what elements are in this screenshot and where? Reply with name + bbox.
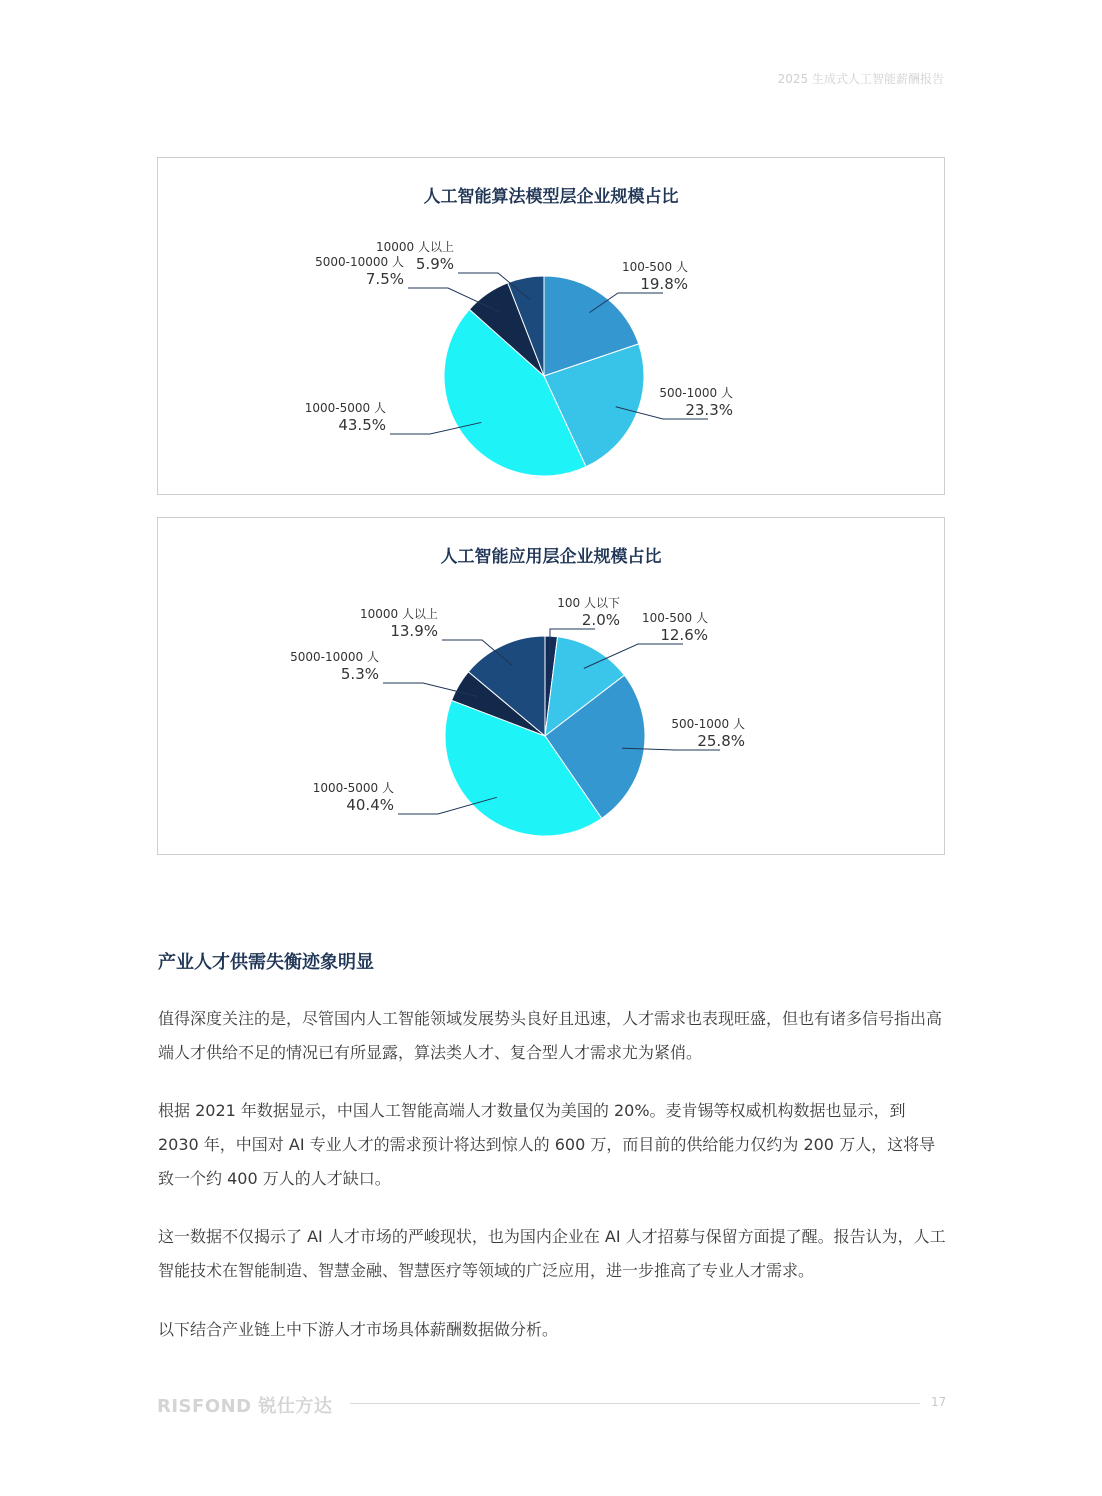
slice-value-label: 40.4% — [346, 796, 394, 814]
pie-chart-svg — [158, 158, 946, 496]
slice-value-label: 7.5% — [365, 270, 404, 288]
slice-label: 5000-10000 人 — [315, 255, 404, 269]
pie-chart-algorithm-layer — [157, 157, 945, 495]
page-number: 17 — [931, 1395, 947, 1409]
slice-label: 100-500 人 — [622, 260, 688, 274]
slice-label: 1000-5000 人 — [312, 781, 394, 795]
chart-title: 人工智能算法模型层企业规模占比 — [423, 187, 679, 207]
company-logo: RISFOND 锐仕方达 — [157, 1396, 333, 1417]
slice-value-label: 43.5% — [338, 416, 386, 434]
slice-value-label: 2.0% — [581, 611, 620, 629]
slice-label: 5000-10000 人 — [290, 650, 379, 664]
slice-value-label: 25.8% — [697, 732, 745, 750]
slice-value-label: 12.6% — [660, 626, 708, 644]
report-title: 2025 生成式人工智能薪酬报告 — [777, 72, 944, 86]
slice-label: 500-1000 人 — [671, 717, 745, 731]
paragraph: 根据 2021 年数据显示，中国人工智能高端人才数量仅为美国的 20%。麦肯锡等权威机构数据也显示，到 2030 年，中国对 AI 专业人才的需求预计将达到惊人的 600 万，而目前的供给能力仅约为 200 万人，这将导致一个约 400 万人的人才缺口。 — [158, 1101, 936, 1188]
slice-label: 10000 人以上 — [360, 607, 438, 621]
slice-label: 100-500 人 — [642, 611, 708, 625]
paragraph: 这一数据不仅揭示了 AI 人才市场的严峻现状，也为国内企业在 AI 人才招募与保留方面提了醒。报告认为，人工智能技术在智能制造、智慧金融、智慧医疗等领域的广泛应用，进一步推高了专业人才需求。 — [158, 1227, 946, 1280]
slice-value-label: 13.9% — [390, 622, 438, 640]
slice-value-label: 5.9% — [415, 255, 454, 273]
slice-label: 1000-5000 人 — [304, 401, 386, 415]
slice-value-label: 19.8% — [640, 275, 688, 293]
slice-label: 100 人以下 — [557, 596, 620, 610]
chart-title: 人工智能应用层企业规模占比 — [440, 547, 662, 567]
paragraph: 以下结合产业链上中下游人才市场具体薪酬数据做分析。 — [158, 1320, 559, 1339]
slice-label: 500-1000 人 — [659, 386, 733, 400]
paragraph: 值得深度关注的是，尽管国内人工智能领域发展势头良好且迅速，人才需求也表现旺盛，但也有诸多信号指出高端人才供给不足的情况已有所显露，算法类人才、复合型人才需求尤为紧俏。 — [158, 1009, 943, 1062]
pie-chart-svg — [158, 518, 946, 856]
slice-value-label: 5.3% — [340, 665, 379, 683]
slice-value-label: 23.3% — [685, 401, 733, 419]
pie-chart-application-layer — [157, 517, 945, 855]
section-heading: 产业人才供需失衡迹象明显 — [158, 952, 374, 973]
footer-divider — [350, 1403, 920, 1404]
slice-label: 10000 人以上 — [376, 240, 454, 254]
